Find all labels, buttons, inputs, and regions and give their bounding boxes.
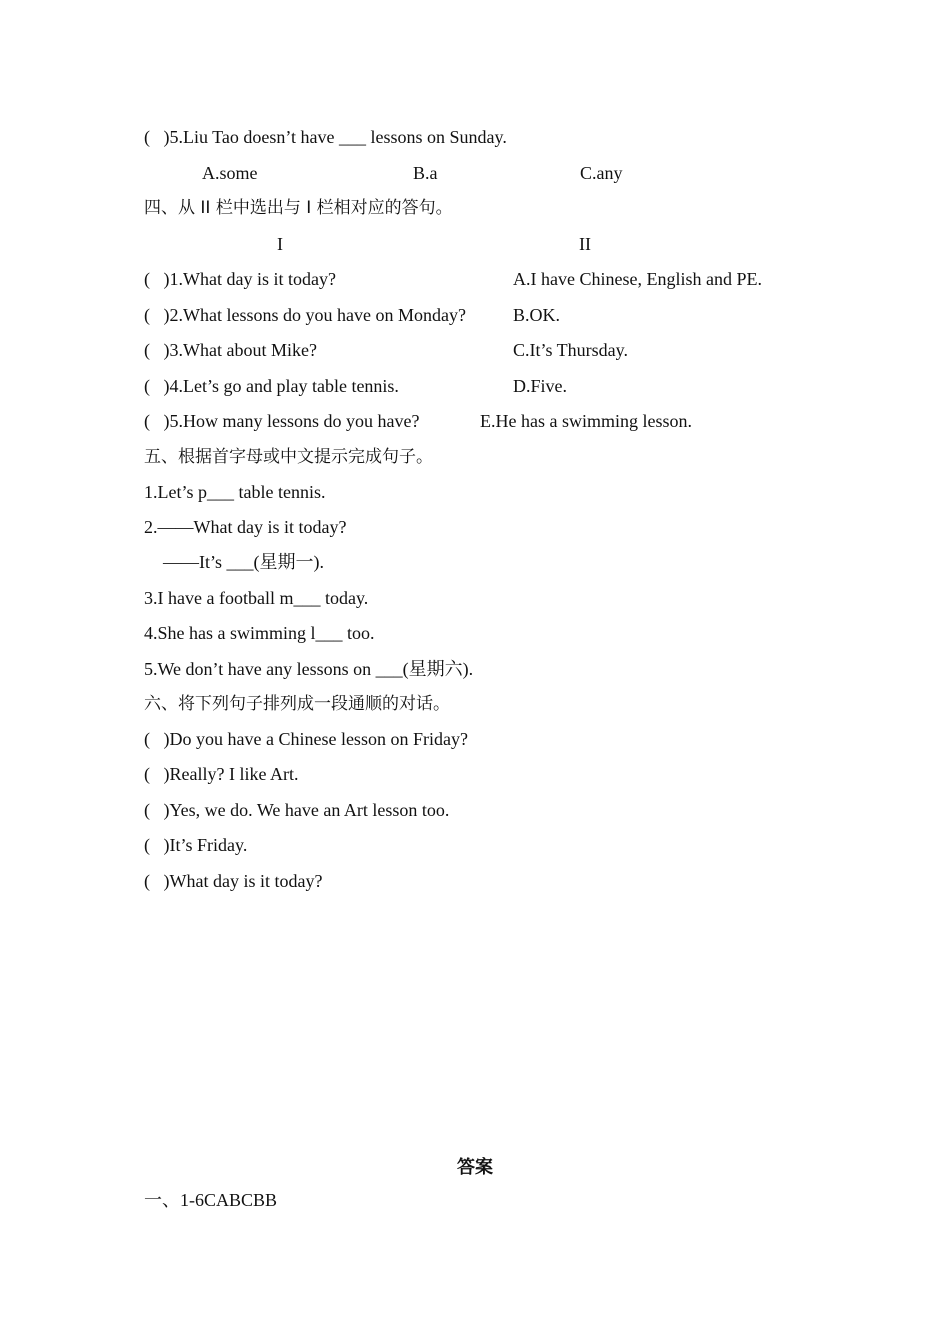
dialogue-line: ( )Yes, we do. We have an Art lesson too.: [144, 800, 450, 820]
match-answer: D.Five.: [513, 376, 567, 396]
column-i-label: I: [277, 234, 283, 254]
match-answer: C.It’s Thursday.: [513, 340, 628, 360]
match-question: ( )2.What lessons do you have on Monday?: [144, 305, 466, 325]
match-answer: B.OK.: [513, 305, 561, 325]
dialogue-line: ( )Do you have a Chinese lesson on Friday?: [144, 729, 468, 749]
fill-in-item: 3.I have a football m___ today.: [144, 588, 369, 608]
fill-in-item: 5.We don’t have any lessons on ___(星期六).: [144, 659, 474, 679]
fill-in-item: 1.Let’s p___ table tennis.: [144, 482, 326, 502]
match-question: ( )1.What day is it today?: [144, 269, 336, 289]
question-3-5: ( )5.Liu Tao doesn’t have ___ lessons on Sunday.: [144, 127, 507, 147]
option-b: B.a: [413, 163, 438, 183]
match-question: ( )4.Let’s go and play table tennis.: [144, 376, 399, 396]
match-question: ( )3.What about Mike?: [144, 340, 317, 360]
answers-title: 答案: [457, 1157, 493, 1178]
dialogue-line: ( )Really? I like Art.: [144, 764, 299, 784]
match-answer: E.He has a swimming lesson.: [480, 411, 692, 431]
fill-in-item: 2.——What day is it today?: [144, 517, 347, 537]
dialogue-line: ( )It’s Friday.: [144, 835, 248, 855]
section-6-heading: 六、将下列句子排列成一段通顺的对话。: [144, 694, 450, 714]
match-answer: A.I have Chinese, English and PE.: [513, 269, 762, 289]
match-question: ( )5.How many lessons do you have?: [144, 411, 420, 431]
column-ii-label: II: [579, 234, 591, 254]
dialogue-line: ( )What day is it today?: [144, 871, 323, 891]
option-a: A.some: [202, 163, 258, 183]
option-c: C.any: [580, 163, 623, 183]
fill-in-item: ——It’s ___(星期一).: [163, 552, 324, 572]
fill-in-item: 4.She has a swimming l___ too.: [144, 623, 375, 643]
answers-line: 一、1-6CABCBB: [144, 1190, 278, 1210]
section-5-heading: 五、根据首字母或中文提示完成句子。: [144, 447, 433, 467]
section-4-heading: 四、从 II 栏中选出与 I 栏相对应的答句。: [144, 198, 453, 218]
